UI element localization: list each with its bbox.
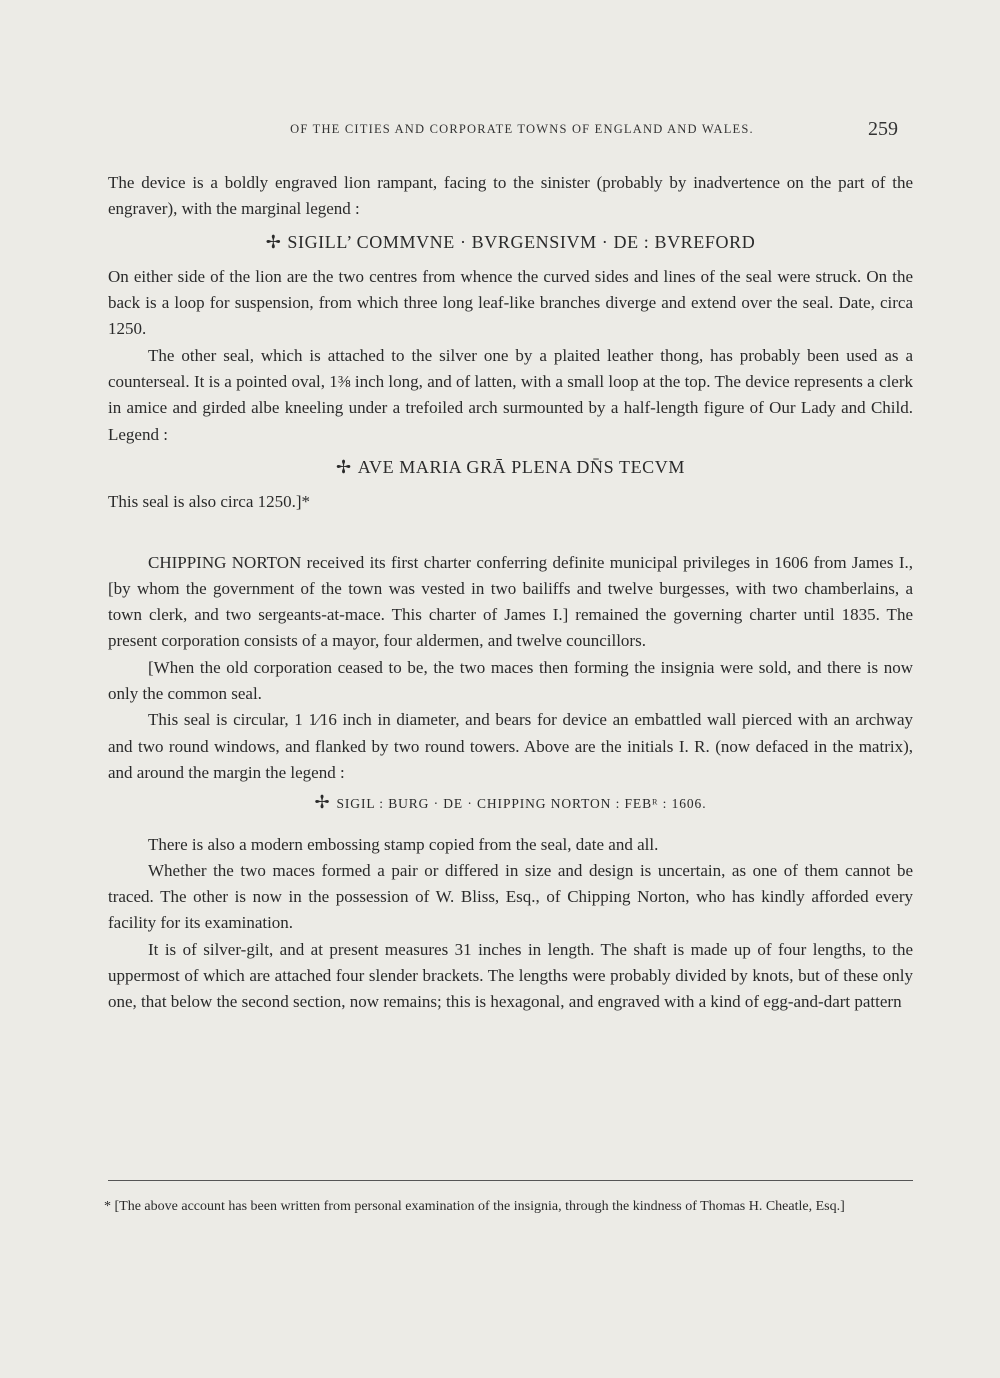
paragraph-device-description: The device is a boldly engraved lion rampant, facing to the sinister (probably by inadvertence on the part of the engraver), with the marginal legend :: [108, 173, 913, 219]
cross-icon: ✢: [265, 231, 282, 253]
paragraph-maces: Whether the two maces formed a pair or differed in size and design is uncertain, as one of them cannot be traced. The other is now in the possession of W. Bliss, Esq., of Chipping Norton, who has kindly afforded every facility for its examination.: [108, 860, 913, 933]
legend-text: AVE MARIA GRĀ PLENA DN̄S TECVM: [357, 456, 685, 477]
legend-text: SIGILL’ COMMVNE · BVRGENSIVM · DE : BVREFORD: [287, 231, 756, 252]
footnote-divider: [108, 1180, 913, 1181]
page-number: 259: [868, 118, 898, 140]
paragraph-circa: This seal is also circa 1250.]*: [108, 492, 311, 512]
legend-text: SIGIL : BURG · DE · CHIPPING NORTON : FEBᴿ : 1606.: [336, 796, 707, 812]
paragraph-embossing-stamp: There is also a modern embossing stamp copied from the seal, date and all.: [148, 834, 659, 854]
paragraph-old-corporation: [When the old corporation ceased to be, the two maces then forming the insignia were sold, and there is now only the common seal.: [108, 657, 913, 704]
seal-legend-ave-maria: [108, 454, 913, 481]
running-head: OF THE CITIES AND CORPORATE TOWNS OF ENGLAND AND WALES.: [290, 122, 754, 136]
cross-icon: ✢: [314, 792, 331, 814]
paragraph-lion-centres: On either side of the lion are the two centres from whence the curved sides and lines of the seal were struck. On the back is a loop for suspension, from which three long leaf-like branches diverge and extend over the seal. Date, circa 1250.: [108, 266, 913, 339]
section-gap: [108, 516, 913, 550]
cross-icon: ✢: [336, 456, 352, 478]
body-text: [108, 170, 913, 1016]
paragraph-chipping-norton: CHIPPING NORTON received its first charter conferring definite municipal privileges in 1606 from James I., [by whom the government of the town was vested in two bailiffs and twelve burgesses, with two chamberlains, a town clerk, and two sergeants-at-mace. This charter of James I.] remained the governing charter until 1835. The present corporation consists of a mayor, four aldermen, and twelve councillors.: [108, 552, 913, 651]
paragraph-seal-circular: This seal is circular, 1 1⁄16 inch in diameter, and bears for device an embattled wall pierced with an archway and two round windows, and flanked by two round towers. Above are the initials I. R. (now defaced in the matrix), and around the margin the legend :: [108, 710, 913, 782]
paragraph-counterseal: The other seal, which is attached to the silver one by a plaited leather thong, has probably been used as a counterseal. It is a pointed oval, 1⅜ inch long, and of latten, with a small loop at the top. The device represents a clerk in amice and girded albe kneeling under a trefoiled arch surmounted by a half-length figure of Our Lady and Child. Legend :: [108, 345, 913, 444]
paragraph-silver-gilt: It is of silver-gilt, and at present measures 31 inches in length. The shaft is made up of four lengths, to the uppermost of which are attached four slender brackets. The lengths were probably divided by knots, but of these only one, that below the second section, now remains; this is hexagonal, and engraved with a kind of egg-and-dart pattern: [108, 939, 913, 1012]
seal-legend-burford: [108, 229, 913, 256]
seal-legend-chipping-norton: [108, 790, 913, 817]
footnote: * [The above account has been written from personal examination of the insignia, through the kindness of Thomas H. Cheatle, Esq.]: [104, 1199, 845, 1214]
